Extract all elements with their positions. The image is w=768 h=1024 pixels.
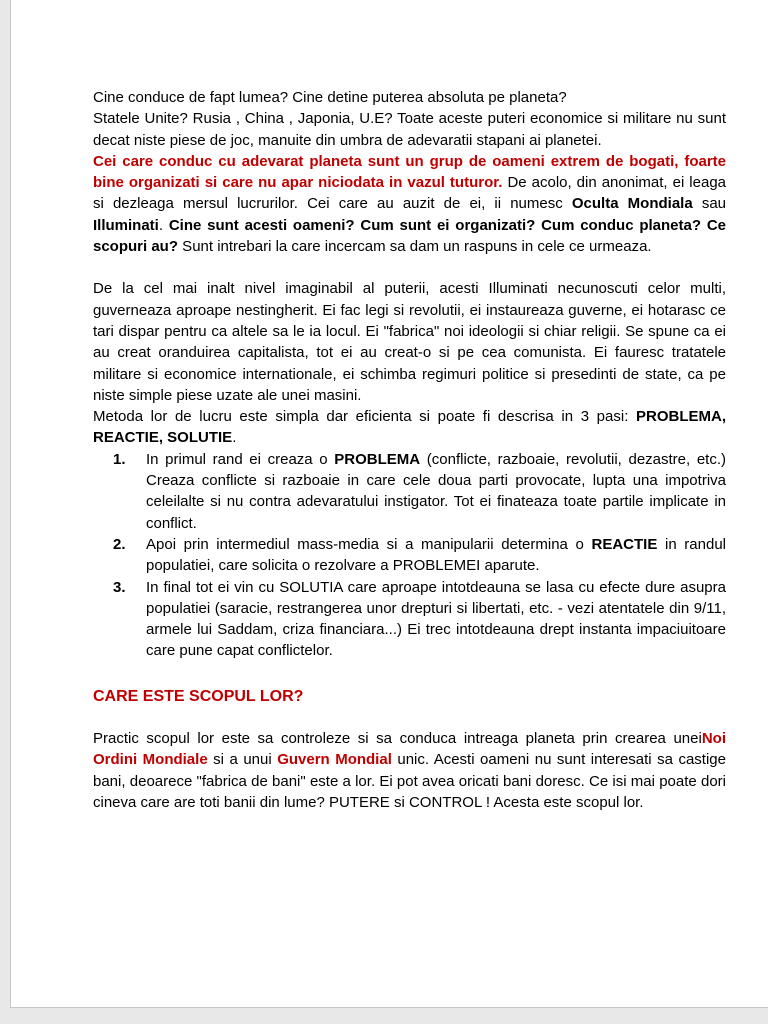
text-segment: In final tot ei vin cu SOLUTIA care aproape intotdeauna se lasa cu efecte dure asupra populatiei (saracie, restrangerea unor drepturi si libertati, etc. - vezi atentatele din 9/11, armele lui Saddam, criza financiara...) Ei trec intotdeauna drept instanta impaciuitoare care pune capat conflictelor.: [146, 578, 726, 660]
text-segment: (conflicte, razboaie, revolutii, dezastre, etc.) Creaza conflicte si razboaie in care cele doua parti provocate, lupta una impotriva celeilalte si nu contra adevaratului instigator. Tot ei finateaza toate partile implicate in conflict.: [146, 450, 726, 532]
bold-text: REACTIE: [591, 535, 658, 553]
list-item-number: 2.: [113, 535, 126, 553]
text-segment: Cine conduce de fapt lumea? Cine detine puterea absoluta pe planeta?: [93, 89, 567, 106]
list-item-text: [146, 449, 726, 534]
text-segment: In primul rand ei creaza o: [146, 450, 335, 468]
text-segment: in randul populatiei, care solicita o rezolvare a PROBLEMEI aparute.: [146, 535, 726, 575]
text-segment: Sunt intrebari la care incercam sa dam un raspuns in cele ce urmeaza.: [178, 238, 652, 256]
bold-text: PROBLEMA, REACTIE, SOLUTIE: [93, 408, 726, 447]
text-segment: .: [158, 216, 169, 234]
text-segment: De acolo, din anonimat, ei leaga si dezleaga mersul lucrurilor. Cei care au auzit de ei, ii numesc: [93, 174, 727, 213]
text-segment: Practic scopul lor este sa controleze si sa conduca intreaga planeta prin crearea unei: [93, 730, 702, 748]
page-content: [11, 0, 768, 813]
bold-text: Cine sunt acesti oameni? Cum sunt ei organizati? Cum conduc planeta? Ce scopuri au?: [93, 216, 726, 256]
text-segment: Statele Unite? Rusia , China , Japonia, U.E? Toate aceste puteri economice si militare nu sunt decat niste piese de joc, manuite din umbra de adevaratii stapani ai planetei.: [93, 110, 726, 149]
red-emphasis-text: Noi Ordini Mondiale: [93, 730, 726, 769]
text-segment: unic. Acesti oameni nu sunt interesati sa castige bani, deoarece "fabrica de bani" este a lor. Ei pot avea oricati bani doresc. Ce isi mai poate dori cineva care are toti banii din lume? PUTERE si CONTROL ! Acesta este scopul lor.: [93, 751, 726, 811]
text-segment: Apoi prin intermediul mass-media si a manipularii determina o: [146, 535, 592, 553]
goal-paragraph: [93, 728, 726, 813]
section-heading: CARE ESTE SCOPUL LOR?: [93, 687, 304, 705]
text-segment: .: [232, 429, 237, 447]
document-page: [10, 0, 768, 1008]
red-emphasis-text: Guvern Mondial: [277, 751, 392, 769]
red-emphasis-text: Cei care conduc cu adevarat planeta sunt un grup de oameni extrem de bogati, foarte bine organizati si care nu apar niciodata in vazul tuturor.: [93, 152, 726, 192]
list-item: [93, 577, 726, 662]
list-item-text: [146, 577, 726, 662]
text-segment: si a unui: [207, 751, 278, 769]
list-item-number: 1.: [113, 450, 126, 468]
list-item: [93, 449, 726, 534]
text-segment: Metoda lor de lucru este simpla dar eficienta si poate fi descrisa in 3 pasi:: [93, 408, 636, 426]
bold-text: Oculta Mondiala: [571, 195, 693, 213]
text-segment: De la cel mai inalt nivel imaginabil al puterii, acesti Illuminati necunoscuti celor multi, guverneaza aproape nestingherit. Ei fac legi si revolutii, ei instaureaza guverne, ei hotarasc ce tari dispar pentru ca altele sa le ia locul. Ei "fabrica" noi ideologii si chiar religii. Se spune ca ei au creat oranduirea capitalista, tot ei au creat-o si pe cea comunista. Ei fauresc tratatele militare si economice internationale, ei schimba regimuri politice si presedinti de state, ca pe niste simple piese uzate ale unei masini.: [93, 280, 726, 404]
bold-text: PROBLEMA: [334, 450, 421, 468]
method-paragraph: [93, 278, 726, 448]
list-item-number: 3.: [113, 578, 126, 596]
intro-paragraph: [93, 87, 726, 257]
list-item: [93, 534, 726, 577]
text-segment: sau: [692, 195, 726, 213]
numbered-list: [93, 449, 726, 662]
list-item-text: [146, 534, 726, 577]
bold-text: Illuminati: [93, 216, 159, 234]
